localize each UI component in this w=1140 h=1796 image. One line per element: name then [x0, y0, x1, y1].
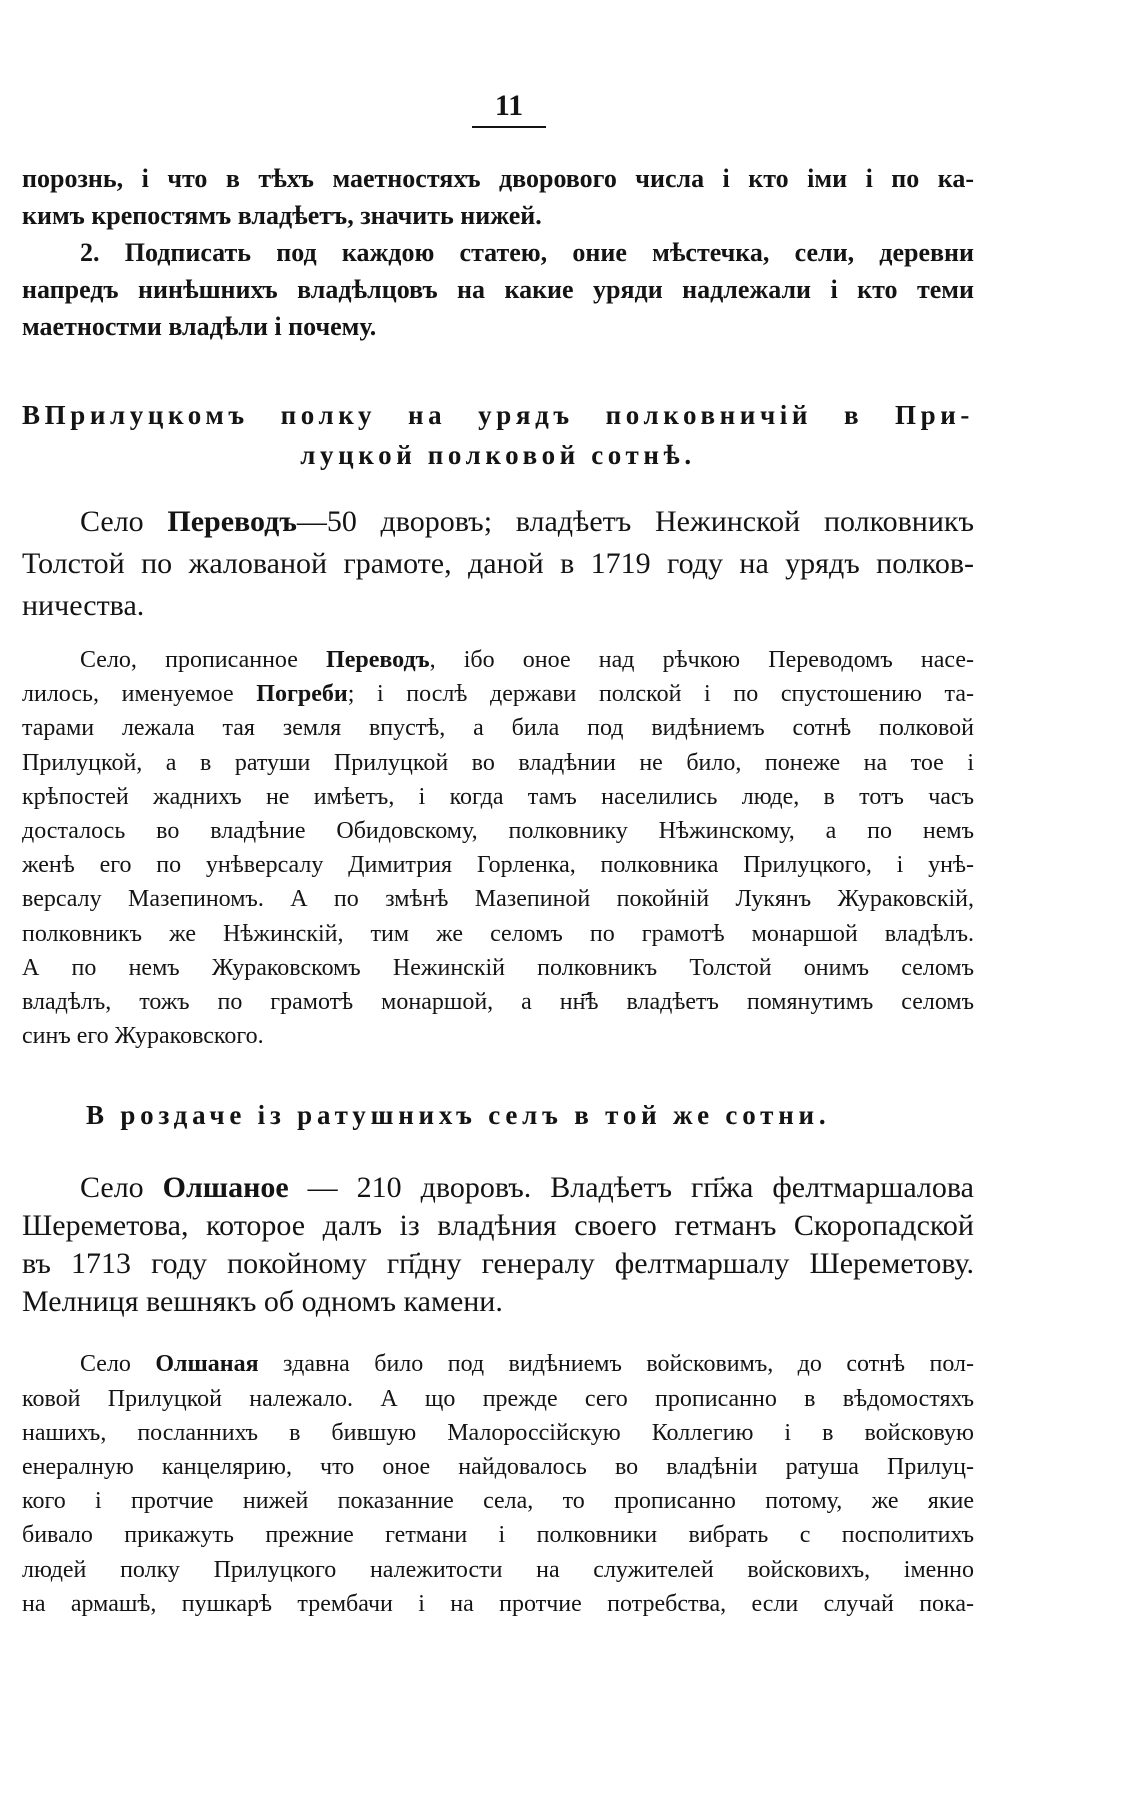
text-line: людей полку Прилуцкого належитости на служителей войсковихъ, іменно [22, 1556, 974, 1583]
text-line: Толстой по жалованой грамоте, даной в 1719 году на урядъ полков- [22, 547, 974, 580]
text-line: Село, прописанное Переводъ, ібо оное над рѣчкою Переводомъ насе- [80, 647, 974, 673]
text-line: порознь, і что в тѣхъ маетностяхъ дворового числа і кто іми і по ка- [22, 164, 974, 193]
village-name: Переводъ [167, 505, 297, 538]
text-line: на армашѣ, пушкарѣ трембачи і на протчие потребства, если случай пока- [22, 1590, 974, 1617]
text-line: кимъ крепостямъ владѣетъ, значить нижей. [22, 201, 542, 230]
section-heading-pryluky-regiment [22, 395, 974, 475]
text-line: владѣлъ, тожъ по грамотѣ монаршой, а нн҃ѣ владѣетъ помянутимъ селомъ [22, 989, 974, 1016]
text-line: ничества. [22, 589, 145, 622]
text-line: синъ его Жураковского. [22, 1023, 264, 1050]
village-name: Олшаное [162, 1171, 289, 1205]
text-line: Село Олшаное — 210 дворовъ. Владѣетъ гп҃жа фелтмаршалова [80, 1171, 974, 1205]
text-line: Село Переводъ—50 дворовъ; владѣетъ Нежинской полковникъ [80, 505, 974, 538]
text-line: досталось во владѣние Обидовскому, полковнику Нѣжинскому, а по немъ [22, 818, 974, 845]
entry-village-olshanoe [22, 1169, 974, 1321]
heading-line: луцкой полковой сотнѣ. [300, 440, 696, 470]
text-line: 2. Подписать под каждою статею, оние мѣстечка, сели, деревни [80, 238, 974, 267]
text-line: лилось, именуемое Погреби; і послѣ держави полской і по спустошению та- [22, 681, 974, 708]
entry-village-perevod [22, 501, 974, 627]
text-line: енералную канцелярию, что оное найдовалось во владѣніи ратуша Прилуц- [22, 1454, 974, 1481]
commentary-village-olshanaya [22, 1347, 974, 1621]
text-line: женѣ его по унѣверсалу Димитрия Горленка, полковника Прилуцкого, і унѣ- [22, 852, 974, 879]
text-line: кого і протчие нижей показанние села, то прописанно потому, же якие [22, 1488, 974, 1515]
text-line: ковой Прилуцкой належало. А що прежде сего прописанно в вѣдомостяхъ [22, 1385, 974, 1412]
text-line: Шереметова, которое далъ із владѣния своего гетманъ Скоропадской [22, 1209, 974, 1243]
text-line: Прилуцкой, а в ратуши Прилуцкой во владѣнии не било, понеже на тое і [22, 749, 974, 776]
place-name: Погреби [256, 681, 348, 708]
text-line: А по немъ Жураковскомъ Нежинскій полковникъ Толстой онимъ селомъ [22, 954, 974, 981]
text-line: полковникъ же Нѣжинскій, тим же селомъ по грамотѣ монаршой владѣлъ. [22, 920, 974, 947]
text-line: напредъ нинѣшнихъ владѣлцовъ на какие уряди надлежали і кто теми [22, 275, 974, 304]
village-name: Переводъ [326, 647, 430, 673]
page-content [22, 160, 974, 1621]
commentary-village-perevod [22, 643, 974, 1053]
text-line: тарами лежала тая земля впустѣ, а била под видѣниемъ сотнѣ полковой [22, 715, 974, 742]
text-line: Село Олшаная здавна било под видѣниемъ войсковимъ, до сотнѣ пол- [80, 1351, 974, 1378]
text-line: версалу Мазепиномъ. А по змѣнѣ Мазепиной покойній Лукянъ Жураковскій, [22, 886, 974, 913]
section-heading-town-hall-villages [22, 1095, 974, 1135]
text-line: въ 1713 году покойному гп҃дну генералу фелтмаршалу Шереметову. [22, 1247, 974, 1281]
instruction-paragraph [22, 160, 974, 345]
text-line: бивало прикажуть прежние гетмани і полковники вибрать с посполитихъ [22, 1522, 974, 1549]
text-line: маетностми владѣли і почему. [22, 312, 377, 341]
page-number: 11 [472, 88, 546, 128]
heading-line: ВПрилуцкомъ полку на урядъ полковничій в При- [22, 400, 974, 430]
village-name: Олшаная [155, 1351, 259, 1378]
text-line: нашихъ, посланнихъ в бившую Малороссійскую Коллегию і в войсковую [22, 1419, 974, 1446]
text-line: крѣпостей жаднихъ не имѣетъ, і когда тамъ населились люде, в тотъ часъ [22, 783, 974, 810]
text-line: Мелниця вешнякъ об одномъ камени. [22, 1285, 503, 1319]
heading-line: В роздаче із ратушнихъ селъ в той же сотни. [86, 1100, 831, 1131]
